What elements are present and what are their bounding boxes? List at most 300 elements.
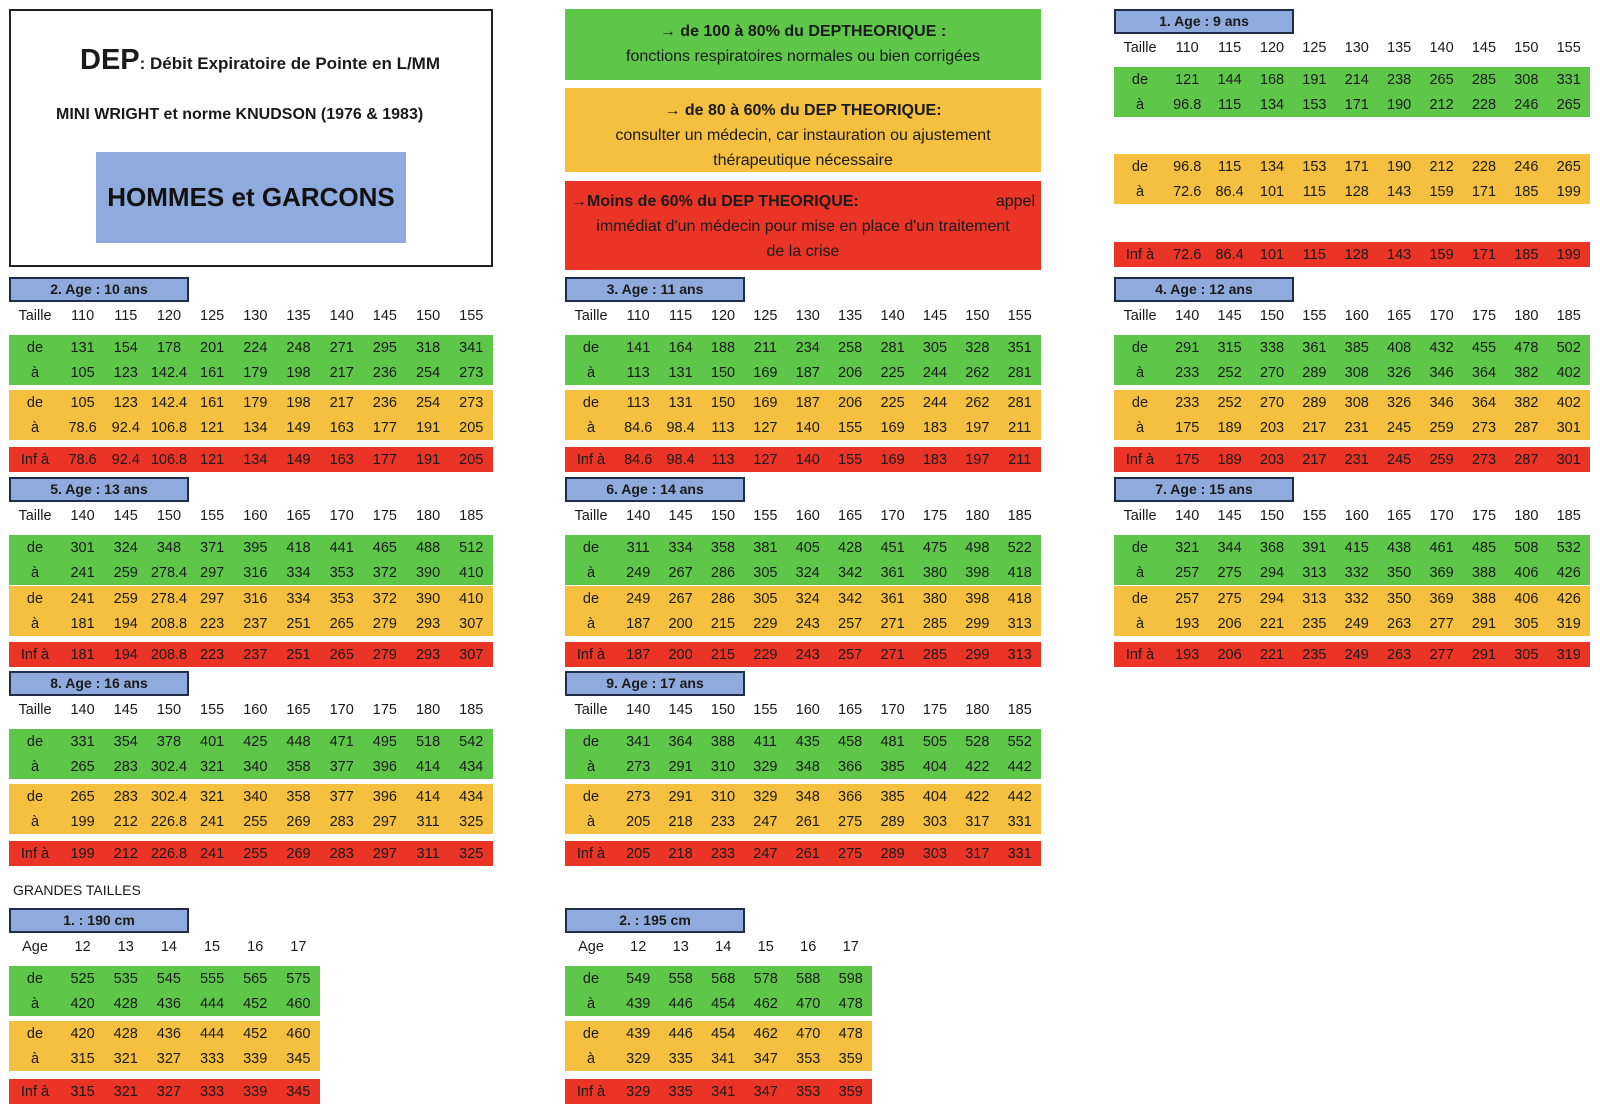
- table-cell: 325: [459, 813, 484, 830]
- table-cell: 478: [1514, 339, 1539, 356]
- yellow-a-row: [565, 611, 1041, 636]
- table-cell: 183: [922, 451, 948, 468]
- table-cell: 303: [922, 845, 948, 862]
- header-row: [565, 304, 1041, 328]
- table-cell: 179: [243, 394, 268, 411]
- table-cell: 257: [1175, 564, 1200, 581]
- table-cell: 380: [922, 564, 948, 581]
- table-cell: 270: [1259, 394, 1285, 411]
- table-cell: 327: [156, 1083, 181, 1100]
- table-cell: 402: [1556, 394, 1581, 411]
- table-cell: 402: [1556, 364, 1581, 381]
- table-cell: 155: [1007, 308, 1032, 324]
- table-cell: 128: [1344, 246, 1369, 263]
- table-cell: 549: [626, 970, 651, 987]
- table-cell: 144: [1217, 71, 1242, 88]
- table-cell: 231: [1344, 419, 1369, 436]
- table-cell: 436: [156, 995, 181, 1012]
- table-cell: 14: [160, 939, 177, 955]
- table-cell: 434: [459, 788, 484, 805]
- table-cell: 552: [1007, 733, 1032, 750]
- table-cell: 205: [626, 845, 651, 862]
- table-cell: 305: [753, 564, 778, 581]
- table-cell: 140: [626, 508, 651, 524]
- legend-red-body1: immédiat d'un médecin pour mise en place d'un traitement: [596, 218, 1010, 235]
- yellow-a-row: [1114, 611, 1590, 636]
- table-cell: 380: [922, 590, 948, 607]
- table-cell: 259: [1429, 451, 1454, 468]
- table-cell: 187: [795, 394, 820, 411]
- table-cell: 377: [329, 758, 354, 775]
- table-cell: 120: [710, 308, 736, 324]
- green-de-row: [9, 335, 493, 360]
- table-cell: 307: [459, 646, 484, 663]
- red-row: [1114, 447, 1590, 472]
- table-cell: 251: [286, 646, 311, 663]
- table-cell: 532: [1556, 539, 1581, 556]
- table-cell: 150: [710, 508, 736, 524]
- table-cell: 325: [459, 845, 484, 862]
- table-cell: 155: [753, 508, 778, 524]
- table-cell: 218: [668, 813, 693, 830]
- yellow-de-row-label: de: [1131, 590, 1149, 607]
- table-cell: 145: [668, 508, 693, 524]
- table-cell: 185: [459, 508, 484, 524]
- table-cell: 265: [70, 788, 95, 805]
- header-row-label: Taille: [18, 508, 52, 524]
- green-de-row-label: de: [26, 339, 44, 356]
- table-cell: 398: [965, 564, 990, 581]
- table-cell: 212: [113, 845, 138, 862]
- table-cell: 446: [668, 995, 693, 1012]
- table-cell: 123: [113, 364, 138, 381]
- table-cell: 498: [965, 539, 990, 556]
- table-cell: 258: [838, 339, 863, 356]
- table-cell: 331: [70, 733, 95, 750]
- table-cell: 270: [1259, 364, 1285, 381]
- table-cell: 92.4: [111, 419, 140, 436]
- table-cell: 470: [796, 1025, 821, 1042]
- table-cell: 454: [711, 1025, 736, 1042]
- green-a-row-label: à: [1135, 364, 1145, 381]
- table-cell: 388: [1471, 590, 1497, 607]
- table-cell: 525: [70, 970, 95, 987]
- table-cell: 223: [200, 615, 225, 632]
- table-cell: 410: [459, 590, 484, 607]
- table-cell: 406: [1514, 564, 1539, 581]
- table-cell: 318: [415, 339, 441, 356]
- table-cell: 273: [1471, 419, 1497, 436]
- table-cell: 395: [243, 539, 268, 556]
- table-cell: 408: [1387, 339, 1412, 356]
- table-cell: 248: [286, 339, 311, 356]
- table-cell: 113: [711, 451, 735, 468]
- section-label: 6. Age : 14 ans: [565, 477, 745, 502]
- table-cell: 324: [113, 539, 138, 556]
- table-cell: 368: [1259, 539, 1285, 556]
- table-cell: 471: [329, 733, 354, 750]
- table-cell: 84.6: [624, 419, 653, 436]
- table-cell: 415: [1344, 539, 1369, 556]
- table-cell: 341: [459, 339, 484, 356]
- table-cell: 341: [711, 1050, 736, 1067]
- table-cell: 267: [668, 564, 693, 581]
- table-cell: 326: [1387, 394, 1412, 411]
- dep-desc: : Débit Expiratoire de Pointe en L/MM: [139, 54, 441, 73]
- table-cell: 177: [372, 451, 397, 468]
- yellow-a-row-label: à: [586, 813, 596, 830]
- table-cell: 115: [114, 308, 138, 324]
- table-cell: 140: [1175, 508, 1200, 524]
- table-cell: 297: [372, 813, 397, 830]
- table-cell: 234: [795, 339, 820, 356]
- table-cell: 113: [626, 394, 650, 411]
- table-cell: 364: [668, 733, 693, 750]
- table-cell: 313: [1007, 615, 1032, 632]
- table-cell: 396: [372, 788, 397, 805]
- table-cell: 130: [243, 308, 268, 324]
- table-cell: 252: [1217, 364, 1242, 381]
- table-cell: 321: [113, 1083, 138, 1100]
- table-cell: 329: [626, 1083, 651, 1100]
- table-cell: 15: [757, 939, 774, 955]
- table-cell: 460: [286, 995, 311, 1012]
- table-cell: 175: [1175, 419, 1200, 436]
- table-cell: 319: [1556, 646, 1581, 663]
- table-cell: 171: [1344, 96, 1369, 113]
- table-cell: 432: [1429, 339, 1454, 356]
- table-cell: 262: [965, 364, 990, 381]
- table-cell: 262: [965, 394, 990, 411]
- table-cell: 110: [1175, 40, 1199, 56]
- red-row: [9, 841, 493, 866]
- legend-red-head: →Moins de 60% du DEP THEORIQUE:: [571, 193, 859, 210]
- table-cell: 175: [1471, 308, 1497, 324]
- table-cell: 455: [1471, 339, 1497, 356]
- table-cell: 348: [156, 539, 182, 556]
- table-cell: 198: [286, 394, 311, 411]
- table-cell: 241: [200, 845, 225, 862]
- green-a-row-label: à: [586, 995, 596, 1012]
- table-cell: 101: [1259, 246, 1285, 263]
- table-cell: 244: [922, 364, 948, 381]
- table-cell: 257: [838, 646, 863, 663]
- header-row-label: Taille: [1123, 308, 1157, 324]
- table-cell: 189: [1217, 451, 1242, 468]
- table-cell: 420: [70, 995, 95, 1012]
- yellow-de-row-label: de: [26, 394, 44, 411]
- table-cell: 159: [1429, 183, 1454, 200]
- table-cell: 206: [838, 364, 863, 381]
- table-cell: 255: [243, 813, 268, 830]
- table-cell: 369: [1429, 590, 1454, 607]
- table-cell: 334: [668, 539, 693, 556]
- table-cell: 285: [922, 646, 948, 663]
- table-cell: 446: [668, 1025, 693, 1042]
- header-row: [565, 504, 1041, 528]
- table-cell: 565: [243, 970, 268, 987]
- table-cell: 14: [715, 939, 732, 955]
- table-cell: 190: [1387, 96, 1412, 113]
- table-cell: 199: [1556, 183, 1581, 200]
- table-cell: 462: [753, 1025, 778, 1042]
- table-cell: 150: [1259, 508, 1285, 524]
- legend-green-head: → de 100 à 80% du DEPTHEORIQUE :: [659, 23, 947, 40]
- table-cell: 340: [243, 788, 268, 805]
- table-cell: 259: [113, 564, 138, 581]
- table-cell: 145: [113, 702, 138, 718]
- table-cell: 86.4: [1215, 183, 1244, 200]
- table-cell: 354: [113, 733, 138, 750]
- green-de-row-label: de: [26, 970, 44, 987]
- table-cell: 140: [70, 702, 95, 718]
- table-cell: 191: [415, 419, 441, 436]
- table-cell: 141: [626, 339, 651, 356]
- table-cell: 275: [1217, 564, 1242, 581]
- table-cell: 199: [70, 845, 95, 862]
- table-cell: 345: [286, 1083, 311, 1100]
- table-cell: 257: [838, 615, 863, 632]
- table-cell: 339: [243, 1083, 268, 1100]
- header-row-label: Taille: [18, 308, 52, 324]
- table-cell: 278.4: [150, 564, 188, 581]
- table-cell: 321: [200, 758, 225, 775]
- table-cell: 382: [1514, 364, 1539, 381]
- yellow-a-row-label: à: [586, 1050, 596, 1067]
- table-cell: 145: [922, 308, 948, 324]
- table-cell: 175: [922, 702, 948, 718]
- table-cell: 249: [1344, 646, 1369, 663]
- table-cell: 418: [286, 539, 311, 556]
- table-cell: 348: [795, 758, 820, 775]
- table-cell: 385: [880, 758, 905, 775]
- table-cell: 361: [1302, 339, 1327, 356]
- table-cell: 254: [415, 394, 441, 411]
- green-a-row: [9, 360, 493, 385]
- table-cell: 347: [753, 1083, 778, 1100]
- table-cell: 169: [753, 364, 778, 381]
- table-cell: 545: [156, 970, 181, 987]
- table-cell: 127: [753, 451, 778, 468]
- yellow-a-row-label: à: [1135, 183, 1145, 200]
- table-cell: 341: [711, 1083, 736, 1100]
- table-cell: 377: [329, 788, 354, 805]
- table-cell: 252: [1217, 394, 1242, 411]
- table-cell: 191: [415, 451, 441, 468]
- table-cell: 125: [753, 308, 778, 324]
- table-cell: 442: [1007, 788, 1032, 805]
- table-cell: 208.8: [150, 646, 188, 663]
- green-a-row-label: à: [586, 364, 596, 381]
- green-a-row: [1114, 92, 1590, 117]
- yellow-a-row-label: à: [30, 615, 40, 632]
- table-cell: 310: [710, 758, 736, 775]
- table-cell: 259: [113, 590, 138, 607]
- table-cell: 185: [1514, 183, 1539, 200]
- green-a-row: [9, 560, 493, 585]
- table-cell: 84.6: [624, 451, 653, 468]
- section-label: 8. Age : 16 ans: [9, 671, 189, 696]
- table-cell: 271: [880, 646, 905, 663]
- table-cell: 169: [880, 419, 905, 436]
- table-cell: 372: [372, 590, 397, 607]
- table-cell: 215: [710, 646, 736, 663]
- table-cell: 283: [113, 758, 138, 775]
- table-cell: 135: [1387, 40, 1412, 56]
- table-cell: 340: [243, 758, 268, 775]
- green-de-row: [565, 729, 1041, 754]
- table-cell: 13: [672, 939, 689, 955]
- green-de-row-label: de: [1131, 71, 1149, 88]
- table-cell: 428: [113, 1025, 138, 1042]
- legend-red: [565, 181, 1041, 270]
- table-cell: 310: [710, 788, 736, 805]
- table-cell: 130: [795, 308, 820, 324]
- table-cell: 319: [1556, 615, 1581, 632]
- header-row: [9, 504, 493, 528]
- yellow-a-row-label: à: [1135, 419, 1145, 436]
- table-cell: 165: [286, 702, 311, 718]
- table-cell: 127: [753, 419, 778, 436]
- table-cell: 131: [668, 394, 693, 411]
- table-cell: 115: [1218, 40, 1242, 56]
- table-cell: 326: [1387, 364, 1412, 381]
- table-cell: 153: [1302, 96, 1327, 113]
- table-cell: 217: [329, 364, 354, 381]
- red-row-label: Inf à: [1125, 246, 1155, 263]
- table-cell: 212: [1429, 96, 1454, 113]
- yellow-de-row-label: de: [582, 590, 600, 607]
- table-cell: 140: [795, 451, 820, 468]
- table-cell: 125: [200, 308, 225, 324]
- table-cell: 388: [1471, 564, 1497, 581]
- table-cell: 150: [965, 308, 990, 324]
- table-cell: 106.8: [150, 419, 188, 436]
- table-cell: 291: [668, 758, 693, 775]
- table-cell: 145: [1471, 40, 1497, 56]
- green-de-row: [1114, 335, 1590, 360]
- yellow-a-row-label: à: [30, 419, 40, 436]
- yellow-de-row: [9, 586, 493, 611]
- table-cell: 145: [1217, 308, 1242, 324]
- table-cell: 294: [1259, 590, 1285, 607]
- green-de-row: [9, 729, 493, 754]
- table-cell: 329: [753, 758, 778, 775]
- table-cell: 236: [372, 364, 397, 381]
- header-row: [1114, 504, 1590, 528]
- table-cell: 190: [1387, 158, 1412, 175]
- table-cell: 350: [1387, 564, 1412, 581]
- table-cell: 225: [880, 364, 905, 381]
- table-cell: 334: [286, 590, 311, 607]
- table-cell: 396: [372, 758, 397, 775]
- table-cell: 315: [1217, 339, 1242, 356]
- table-cell: 150: [1514, 40, 1539, 56]
- table-cell: 311: [626, 539, 650, 556]
- legend-yellow-body1: consulter un médecin, car instauration ou ajustement: [615, 127, 991, 144]
- yellow-de-row-label: de: [582, 1025, 600, 1042]
- table-cell: 359: [838, 1050, 863, 1067]
- table-cell: 143: [1387, 183, 1412, 200]
- table-cell: 401: [200, 733, 225, 750]
- table-cell: 308: [1344, 364, 1369, 381]
- red-row: [9, 1079, 320, 1104]
- table-cell: 200: [668, 646, 693, 663]
- yellow-de-row-label: de: [582, 394, 600, 411]
- table-cell: 273: [459, 394, 484, 411]
- red-row: [565, 1079, 872, 1104]
- green-de-row-label: de: [26, 539, 44, 556]
- table-cell: 101: [1259, 183, 1285, 200]
- green-a-row-label: à: [30, 564, 40, 581]
- table-cell: 115: [669, 308, 693, 324]
- legend-green: [565, 9, 1041, 80]
- section-label: 1. Age : 9 ans: [1114, 9, 1294, 34]
- yellow-de-row: [9, 784, 493, 809]
- green-a-row-label: à: [586, 564, 596, 581]
- table-cell: 164: [668, 339, 693, 356]
- table-cell: 385: [880, 788, 905, 805]
- green-de-row: [1114, 67, 1590, 92]
- table-cell: 316: [243, 564, 268, 581]
- table-cell: 179: [243, 364, 268, 381]
- table-cell: 140: [880, 308, 905, 324]
- table-cell: 265: [329, 646, 354, 663]
- table-cell: 301: [70, 539, 95, 556]
- green-de-row-label: de: [1131, 339, 1149, 356]
- table-cell: 212: [1429, 158, 1454, 175]
- table-cell: 150: [1259, 308, 1285, 324]
- table-cell: 237: [243, 646, 268, 663]
- table-cell: 439: [626, 995, 651, 1012]
- red-row: [1114, 642, 1590, 667]
- green-a-row: [565, 560, 1041, 585]
- table-cell: 170: [1429, 308, 1454, 324]
- table-cell: 470: [796, 995, 821, 1012]
- table-cell: 364: [1471, 364, 1497, 381]
- table-cell: 159: [1429, 246, 1454, 263]
- green-de-row-label: de: [1131, 539, 1149, 556]
- table-cell: 131: [668, 364, 693, 381]
- legend-yellow-body2: thérapeutique nécessaire: [713, 152, 893, 169]
- legend-yellow: [565, 88, 1041, 172]
- table-cell: 353: [329, 590, 354, 607]
- table-cell: 277: [1429, 646, 1454, 663]
- table-cell: 271: [880, 615, 905, 632]
- table-cell: 451: [880, 539, 905, 556]
- table-cell: 542: [459, 733, 484, 750]
- table-cell: 273: [626, 758, 651, 775]
- table-cell: 359: [838, 1083, 863, 1100]
- table-cell: 17: [290, 939, 307, 955]
- table-cell: 169: [880, 451, 905, 468]
- table-cell: 193: [1175, 615, 1200, 632]
- table-cell: 478: [838, 1025, 863, 1042]
- header-row: [9, 935, 320, 959]
- table-cell: 418: [1007, 590, 1032, 607]
- table-cell: 331: [1556, 71, 1581, 88]
- table-cell: 404: [922, 788, 948, 805]
- table-cell: 502: [1556, 339, 1581, 356]
- table-cell: 229: [753, 646, 778, 663]
- table-cell: 291: [1471, 646, 1497, 663]
- table-cell: 168: [1259, 71, 1285, 88]
- table-cell: 390: [415, 590, 441, 607]
- table-cell: 289: [1302, 364, 1327, 381]
- table-cell: 231: [1344, 451, 1369, 468]
- header-row-label: Taille: [574, 508, 608, 524]
- header-row: [9, 304, 493, 328]
